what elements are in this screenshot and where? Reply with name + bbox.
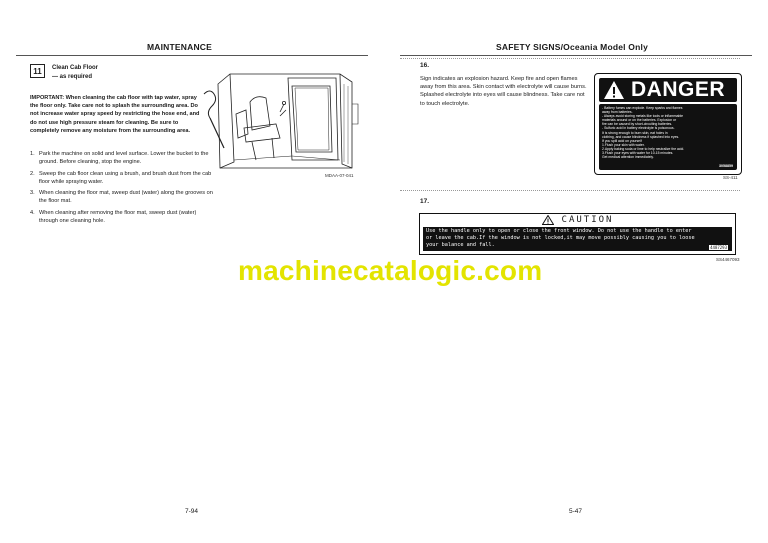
caution-safety-label: [419, 213, 736, 255]
warning-triangle-icon: [603, 80, 625, 100]
danger-label-code: 3058859: [719, 164, 733, 168]
danger-header: [599, 78, 737, 102]
caution-header: [420, 214, 735, 226]
danger-line: away from batteries.: [602, 110, 633, 115]
danger-line: - Sulfuric acid in battery electrolyte is poisonous.: [602, 126, 675, 131]
danger-signal-word: DANGER: [631, 78, 726, 101]
section-interval: — as required: [52, 74, 93, 80]
step-item: [30, 189, 215, 205]
danger-line: - Always avoid storing metals like tools or inflammable: [602, 114, 684, 119]
left-page-number: 7-94: [185, 508, 199, 515]
caution-line: Use the handle only to open or close the front window. Do not use the handle to enter: [426, 228, 692, 234]
important-label: IMPORTANT:: [30, 95, 65, 101]
step-number: 2.: [30, 170, 35, 177]
step-number: 3.: [30, 190, 35, 196]
caution-signal-word: CAUTION: [561, 215, 614, 225]
item17-figure-code: SS4467093: [716, 257, 740, 262]
item16-separator: [400, 58, 740, 59]
figure-code-left: MDAA-07-041: [325, 173, 354, 178]
danger-line: If you spill acid on yourself: [602, 138, 642, 143]
steps-list: [30, 150, 215, 228]
important-note: [30, 94, 206, 135]
step-item: [30, 170, 215, 186]
danger-line: materials around or on the batteries. Explosion or: [602, 118, 677, 123]
danger-line: 3.Flush your eyes with water for 10-15 minutes.: [602, 151, 674, 156]
danger-line: It is strong enough to burn skin, eat holes in: [602, 130, 668, 135]
step-number: 1.: [30, 151, 35, 157]
step-item: [30, 150, 215, 166]
step-text: When cleaning after removing the floor mat, sweep dust (water) through one cleaning hole.: [39, 209, 197, 224]
important-text: When cleaning the cab floor with tap water, spray the floor only. Take care not to splash the surrounding area. Do not increase water spray speed by restricting the hose end, and do not use high pressure steam for cleaning. Be sure to completely remove any moisture from the surrounding area.: [30, 95, 200, 134]
danger-line: clothing, and cause blindness if splashed into eyes.: [602, 134, 680, 139]
danger-message-panel: [599, 104, 737, 170]
cab-floor-illustration: [200, 64, 360, 182]
section-number-box: 11: [30, 64, 45, 78]
watermark-text: machinecatalogic.com: [238, 255, 543, 286]
danger-line: Get medical attention immediately.: [602, 155, 654, 160]
step-text: When cleaning the floor mat, sweep dust (water) along the grooves on the floor mat.: [39, 190, 213, 204]
caution-label-code: 4487293: [710, 245, 727, 250]
right-page-number: 5-47: [569, 508, 583, 515]
right-header-rule: [400, 55, 752, 56]
left-page-header: MAINTENANCE: [147, 42, 213, 52]
danger-line: 2.Apply baking soda or lime to help neutralize the acid.: [602, 146, 685, 151]
item16-description: Sign indicates an explosion hazard. Keep fire and open flames away from this area. Skin contact with electrolyte will cause burns. Splashed electrolyte into eyes will cause blindness. Take care not to touch electrolyte.: [420, 76, 587, 107]
step-text: Sweep the cab floor clean using a brush, and brush dust from the cab floor while spraying water.: [39, 170, 212, 185]
danger-line: fire can be caused by short-circuiting batteries.: [602, 122, 673, 127]
danger-line: - Battery fumes can explode. Keep sparks and flames: [602, 106, 683, 110]
section-title: Clean Cab Floor: [52, 65, 99, 71]
danger-safety-label: [594, 73, 742, 175]
step-number: 4.: [30, 209, 35, 216]
section-title-block: [52, 64, 98, 82]
item16-number: 16.: [420, 62, 430, 69]
caution-line: or leave the cab.If the window is not locked,it may move possibly causing you to loose: [426, 235, 695, 241]
danger-line: 1.Flush your skin with water.: [602, 142, 645, 147]
step-item: [30, 209, 215, 225]
caution-message-panel: [423, 227, 732, 251]
warning-triangle-icon: [542, 215, 554, 225]
item17-number: 17.: [420, 198, 430, 205]
item16-figure-code: SS-411: [723, 175, 738, 180]
right-page-header: SAFETY SIGNS/Oceania Model Only: [496, 42, 648, 52]
caution-line: your balance and fall.: [426, 242, 495, 248]
step-text: Park the machine on solid and level surface. Lower the bucket to the ground. Before cleaning, stop the engine.: [39, 151, 209, 165]
left-header-rule: [16, 55, 368, 56]
item17-separator: [400, 190, 740, 191]
